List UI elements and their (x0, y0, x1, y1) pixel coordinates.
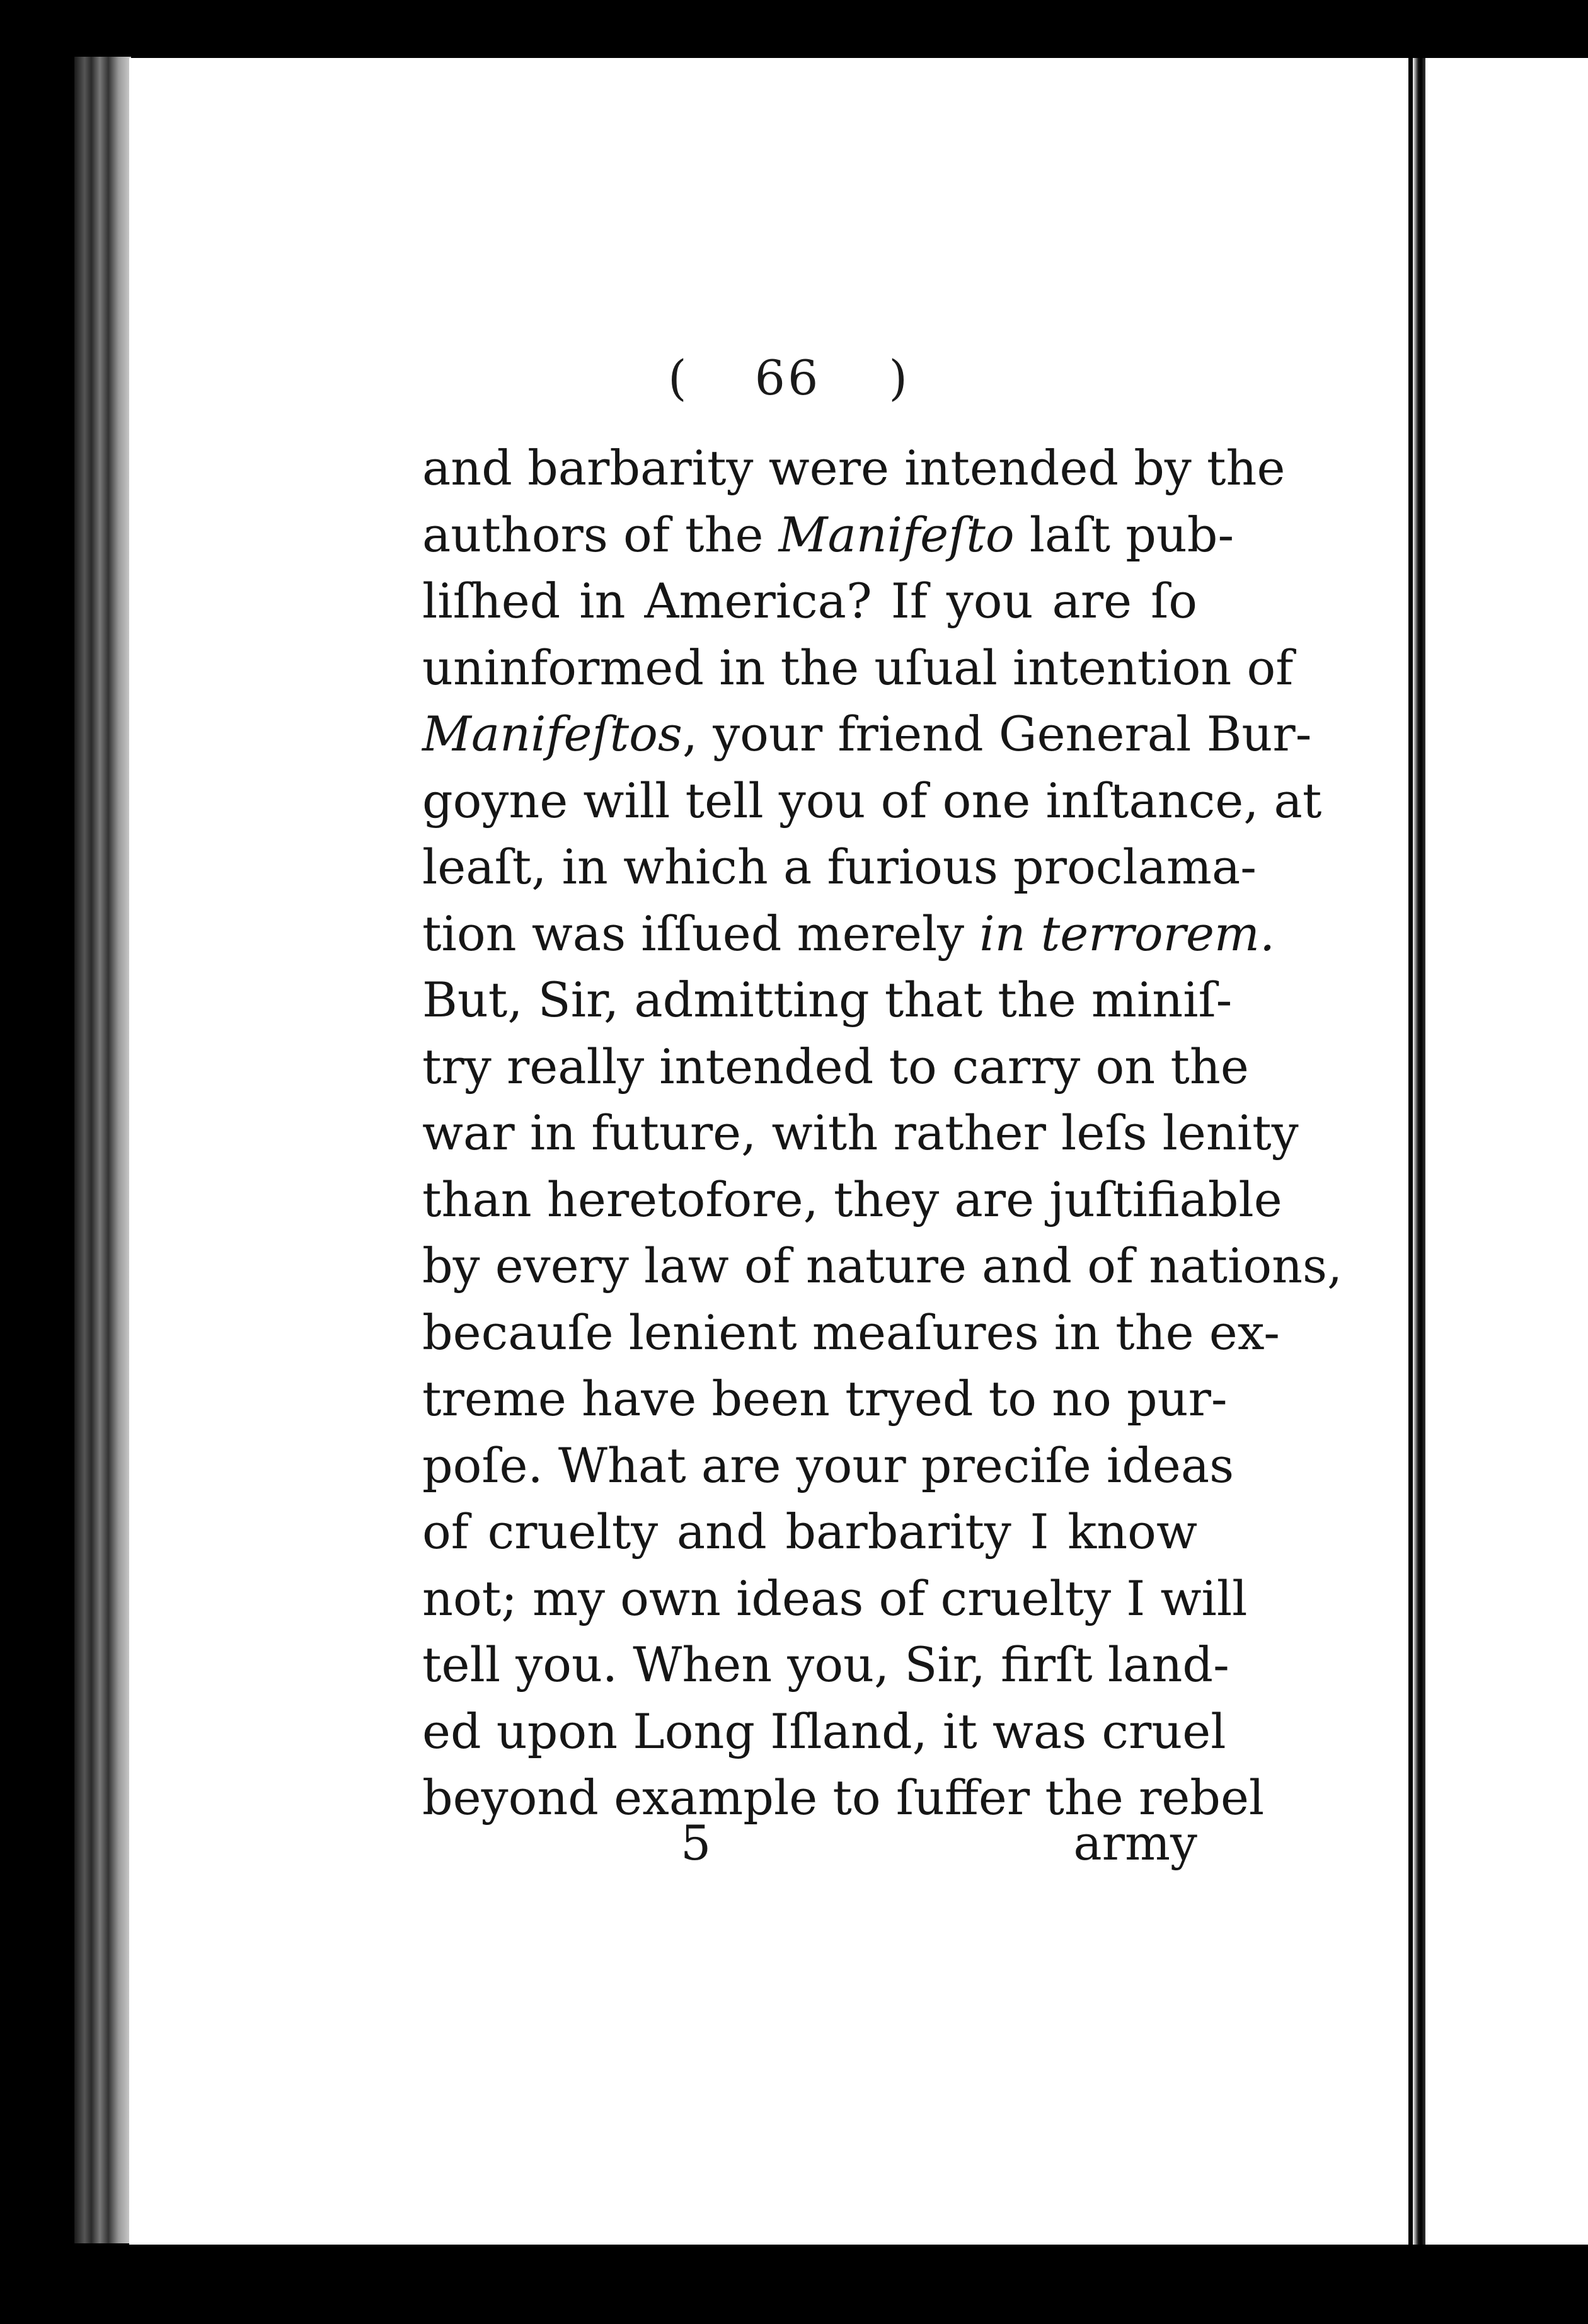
header-paren-open: ( (668, 350, 687, 406)
text-run: leaſt, in which a furious proclama- (422, 839, 1257, 895)
text-line (422, 1299, 1280, 1366)
text-run: than heretofore, they are juſtifiable (422, 1171, 1282, 1228)
text-run: tion was iſſued merely (422, 905, 980, 962)
text-run: tell you. When you, Sir, firſt land- (422, 1637, 1229, 1693)
text-line (422, 768, 1322, 834)
facing-page-gutter (1413, 58, 1427, 2245)
text-line (422, 502, 1234, 568)
text-run: treme have been tryed to no pur- (422, 1371, 1228, 1427)
text-line (422, 1366, 1228, 1432)
text-line (422, 1233, 1343, 1299)
text-line (422, 1499, 1197, 1565)
page-header (668, 350, 907, 406)
text-line (422, 967, 1233, 1033)
text-line (422, 1033, 1249, 1100)
text-run: authors of the (422, 506, 779, 563)
text-run: ed upon Long Iſland, it was cruel (422, 1703, 1226, 1759)
text-run: uninformed in the uſual intention of (422, 639, 1294, 696)
text-run: beyond example to ſuffer the rebel (422, 1769, 1265, 1826)
text-line (422, 1565, 1248, 1632)
signature-mark: 5 (681, 1815, 711, 1871)
text-line (422, 635, 1294, 701)
text-run: and barbarity were intended by the (422, 440, 1286, 496)
text-run: laſt pub- (1014, 506, 1234, 563)
facing-page (1425, 58, 1588, 2245)
text-line (422, 701, 1312, 768)
text-line (422, 1100, 1299, 1166)
text-run: poſe. What are your preciſe ideas (422, 1437, 1234, 1493)
text-run: of cruelty and barbarity I know (422, 1504, 1197, 1560)
catchword: army (1073, 1815, 1197, 1871)
text-line (422, 1166, 1282, 1233)
text-line (422, 568, 1197, 635)
italic-text: Manifeſtos (422, 706, 682, 762)
text-line (422, 435, 1286, 502)
text-run: becauſe lenient meaſures in the ex- (422, 1304, 1280, 1360)
page-number: 66 (754, 350, 821, 406)
text-run: , your friend General Bur- (682, 706, 1312, 762)
text-line (422, 1631, 1229, 1698)
text-line (422, 1432, 1234, 1499)
header-paren-close: ) (889, 350, 907, 406)
text-run: by every law of nature and of nations, (422, 1238, 1343, 1294)
text-line (422, 900, 1275, 967)
text-line (422, 1698, 1226, 1765)
text-run: try really intended to carry on the (422, 1038, 1249, 1095)
text-run: But, Sir, admitting that the miniſ- (422, 972, 1233, 1028)
body-text (422, 435, 1343, 1831)
text-run: not; my own ideas of cruelty I will (422, 1570, 1248, 1626)
text-run: war in future, with rather leſs lenity (422, 1105, 1299, 1161)
text-run: goyne will tell you of one inſtance, at (422, 772, 1322, 829)
italic-text: Manifeſto (778, 506, 1015, 563)
text-run: liſhed in America? If you are ſo (422, 573, 1197, 629)
italic-text: in terrorem. (979, 905, 1275, 962)
book-binding-edge (74, 57, 131, 2243)
text-line (422, 834, 1257, 900)
page-footer (681, 1815, 1197, 1871)
